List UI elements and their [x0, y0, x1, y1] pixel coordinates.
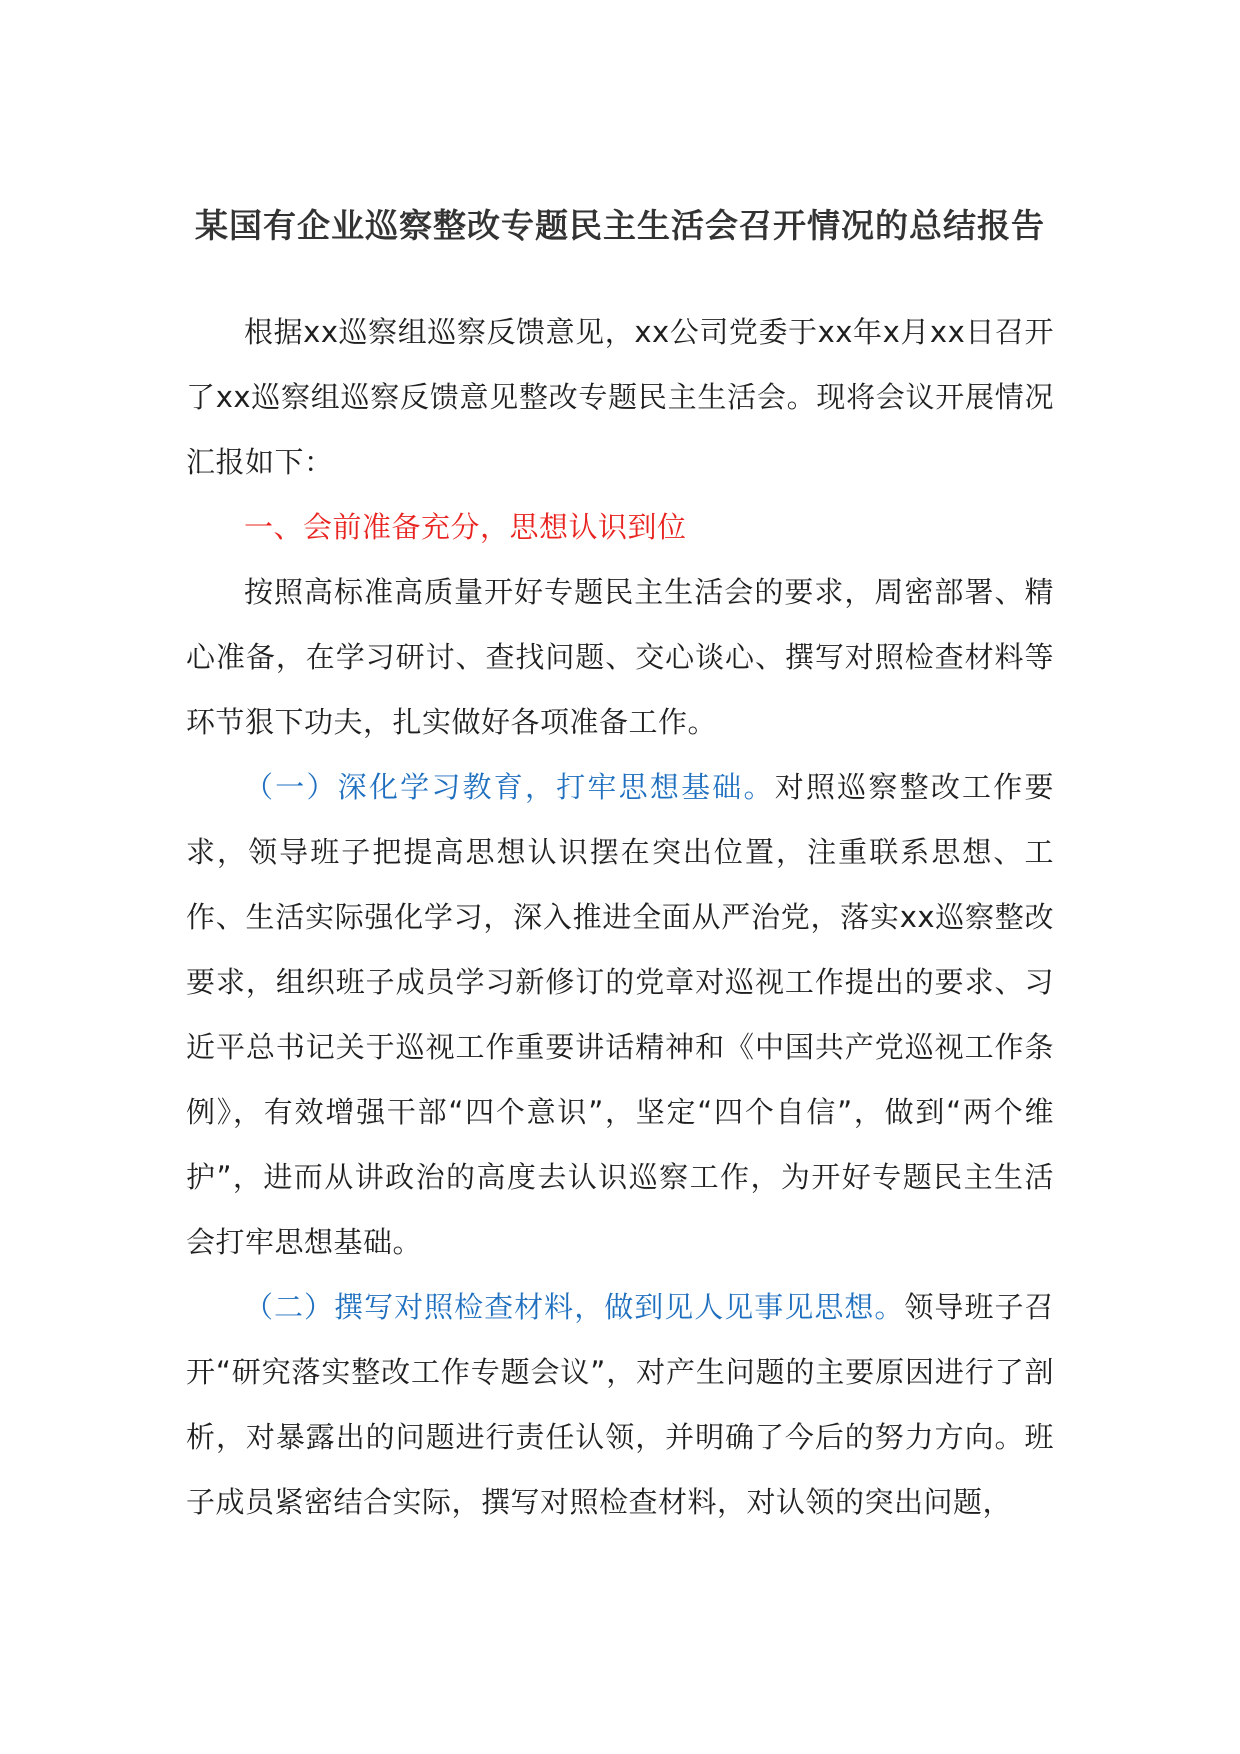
document-body — [186, 300, 1054, 1535]
subsection-1-paragraph — [186, 755, 1054, 1275]
section-intro-paragraph: 按照高标准高质量开好专题民主生活会的要求，周密部署、精心准备，在学习研讨、查找问题、交心谈心、撰写对照检查材料等环节狠下功夫，扎实做好各项准备工作。 — [186, 575, 1054, 739]
subsection-2-text: 领导班子召开“研究落实整改工作专题会议”，对产生问题的主要原因进行了剖析，对暴露出的问题进行责任认领，并明确了今后的努力方向。班子成员紧密结合实际，撰写对照检查材料，对认领的突出问题， — [186, 1290, 1054, 1519]
section-heading: 一、会前准备充分，思想认识到位 — [244, 510, 687, 544]
subsection-1-text: 对照巡察整改工作要求，领导班子把提高思想认识摆在突出位置，注重联系思想、工作、生活实际强化学习，深入推进全面从严治党，落实xx巡察整改要求，组织班子成员学习新修订的党章对巡视工作提出的要求、习近平总书记关于巡视工作重要讲话精神和《中国共产党巡视工作条例》，有效增强干部“四个意识”，坚定“四个自信”，做到“两个维护”，进而从讲政治的高度去认识巡察工作，为开好专题民主生活会打牢思想基础。 — [186, 770, 1054, 1259]
document-title: 某国有企业巡察整改专题民主生活会召开情况的总结报告 — [195, 206, 1045, 245]
subsection-2-heading: （二）撰写对照检查材料，做到见人见事见思想。 — [244, 1290, 905, 1324]
subsection-1-heading: （一）深化学习教育，打牢思想基础。 — [244, 770, 775, 804]
intro-paragraph: 根据xx巡察组巡察反馈意见，xx公司党委于xx年x月xx日召开了xx巡察组巡察反馈意见整改专题民主生活会。现将会议开展情况汇报如下： — [186, 315, 1054, 479]
subsection-2-paragraph — [186, 1275, 1054, 1535]
